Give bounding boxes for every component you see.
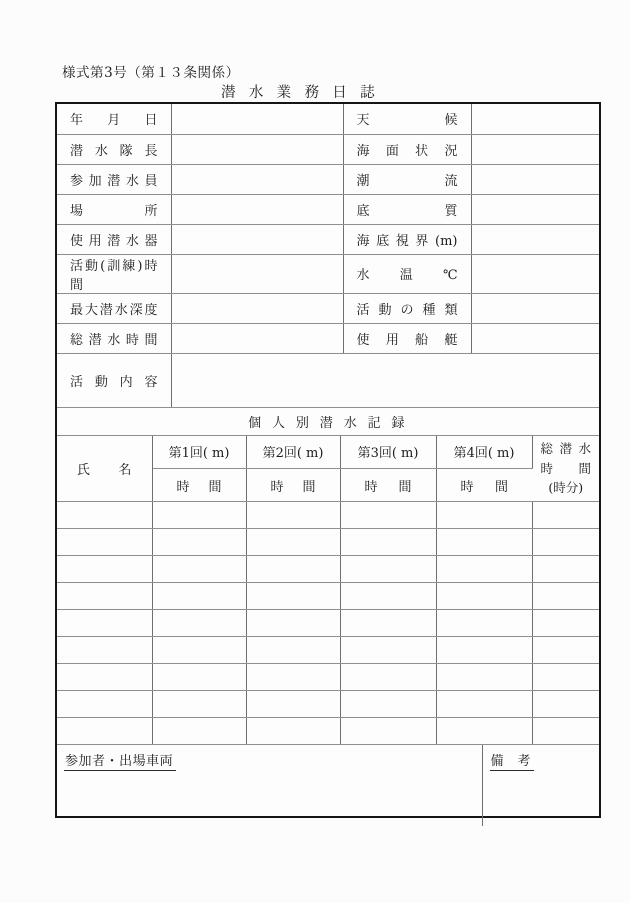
cell-dive2 [246, 637, 340, 664]
cell-dive1 [152, 583, 246, 610]
value-date [171, 104, 343, 134]
cell-dive1 [152, 637, 246, 664]
record-row [57, 691, 599, 718]
cell-dive3 [340, 691, 436, 718]
cell-dive3 [340, 718, 436, 745]
cell-dive1 [152, 691, 246, 718]
cell-dive1 [152, 610, 246, 637]
table-row [57, 323, 599, 353]
header-total-line3: (時分) [548, 479, 584, 495]
cell-name [57, 529, 152, 556]
label-location: 場 所 [57, 194, 171, 224]
label-activity-time: 活動(訓練)時間 [57, 254, 171, 293]
cell-dive3 [340, 529, 436, 556]
cell-name [57, 502, 152, 529]
cell-dive1 [152, 718, 246, 745]
label-dive-leader: 潜 水 隊 長 [57, 134, 171, 164]
dive-record-table [57, 436, 599, 746]
cell-dive2 [246, 583, 340, 610]
cell-total [532, 691, 599, 718]
cell-dive3 [340, 664, 436, 691]
value-activity-time [171, 254, 343, 293]
value-diving-apparatus [171, 224, 343, 254]
cell-dive2 [246, 718, 340, 745]
cell-total [532, 556, 599, 583]
page-title: 潜 水 業 務 日 誌 [221, 85, 379, 101]
table-row [57, 293, 599, 323]
value-tidal-current [471, 164, 599, 194]
label-activity-details: 活 動 内 容 [57, 353, 171, 407]
label-participating-divers: 参 加 潜 水 員 [57, 164, 171, 194]
cell-dive2 [246, 664, 340, 691]
remarks-cell [482, 745, 599, 826]
label-vessel-used: 使 用 船 艇 [343, 323, 471, 353]
header-dive-1: 第1回( m) [152, 436, 246, 469]
cell-dive1 [152, 556, 246, 583]
cell-dive3 [340, 583, 436, 610]
cell-total [532, 502, 599, 529]
header-total-dive-time [532, 436, 599, 502]
label-total-dive-time: 総 潜 水 時 間 [57, 323, 171, 353]
cell-dive4 [436, 556, 532, 583]
cell-total [532, 637, 599, 664]
value-vessel-used [471, 323, 599, 353]
cell-dive3 [340, 502, 436, 529]
cell-dive1 [152, 529, 246, 556]
cell-total [532, 610, 599, 637]
value-dive-leader [171, 134, 343, 164]
form-table [55, 102, 601, 818]
cell-total [532, 664, 599, 691]
cell-total [532, 583, 599, 610]
section-title-individual-dive-record: 個 人 別 潜 水 記 録 [57, 408, 599, 436]
info-table [57, 104, 599, 408]
value-activity-details [171, 353, 599, 407]
table-row [57, 134, 599, 164]
cell-dive4 [436, 691, 532, 718]
table-header-row [57, 436, 599, 469]
form-number: 様式第3号（第１３条関係） [62, 65, 240, 81]
remarks-label: 備 考 [490, 750, 535, 771]
label-bottom-quality: 底 質 [343, 194, 471, 224]
cell-name [57, 691, 152, 718]
label-diving-apparatus: 使 用 潜 水 器 [57, 224, 171, 254]
value-activity-type [471, 293, 599, 323]
cell-dive1 [152, 664, 246, 691]
label-water-temp: 水 温 ℃ [343, 254, 471, 293]
header-time-2: 時 間 [246, 469, 340, 502]
cell-dive2 [246, 556, 340, 583]
table-row [57, 254, 599, 293]
record-row [57, 664, 599, 691]
cell-dive2 [246, 502, 340, 529]
value-location [171, 194, 343, 224]
cell-dive4 [436, 610, 532, 637]
value-seabed-visibility [471, 224, 599, 254]
cell-name [57, 637, 152, 664]
record-row [57, 556, 599, 583]
footer-table [57, 745, 599, 826]
header-total-line2: 時 間 [540, 460, 591, 476]
cell-dive4 [436, 718, 532, 745]
cell-name [57, 610, 152, 637]
label-sea-condition: 海 面 状 況 [343, 134, 471, 164]
label-max-depth: 最大潜水深度 [57, 293, 171, 323]
cell-name [57, 718, 152, 745]
value-weather [471, 104, 599, 134]
cell-total [532, 718, 599, 745]
table-row [57, 104, 599, 134]
value-max-depth [171, 293, 343, 323]
value-total-dive-time [171, 323, 343, 353]
cell-name [57, 664, 152, 691]
cell-name [57, 583, 152, 610]
table-row [57, 353, 599, 407]
cell-dive3 [340, 637, 436, 664]
header-name: 氏 名 [57, 436, 152, 502]
table-row [57, 224, 599, 254]
cell-dive4 [436, 529, 532, 556]
header-dive-2: 第2回( m) [246, 436, 340, 469]
cell-dive2 [246, 529, 340, 556]
cell-name [57, 556, 152, 583]
header-time-1: 時 間 [152, 469, 246, 502]
record-row [57, 583, 599, 610]
header-time-4: 時 間 [436, 469, 532, 502]
cell-dive2 [246, 691, 340, 718]
cell-dive4 [436, 664, 532, 691]
label-weather: 天 候 [343, 104, 471, 134]
label-seabed-visibility: 海底視界(m) [343, 224, 471, 254]
label-tidal-current: 潮 流 [343, 164, 471, 194]
table-row [57, 164, 599, 194]
cell-dive3 [340, 556, 436, 583]
label-date: 年 月 日 [57, 104, 171, 134]
cell-dive3 [340, 610, 436, 637]
value-sea-condition [471, 134, 599, 164]
cell-dive4 [436, 637, 532, 664]
label-activity-type: 活 動 の 種 類 [343, 293, 471, 323]
cell-dive4 [436, 583, 532, 610]
header-dive-4: 第4回( m) [436, 436, 532, 469]
record-row [57, 529, 599, 556]
record-row [57, 502, 599, 529]
cell-dive4 [436, 502, 532, 529]
cell-dive1 [152, 502, 246, 529]
record-row [57, 610, 599, 637]
header-total-line1: 総潜水 [540, 441, 591, 457]
cell-total [532, 529, 599, 556]
record-row [57, 637, 599, 664]
value-water-temp [471, 254, 599, 293]
value-bottom-quality [471, 194, 599, 224]
table-row [57, 745, 599, 826]
value-participating-divers [171, 164, 343, 194]
cell-dive2 [246, 610, 340, 637]
record-row [57, 718, 599, 745]
table-row [57, 194, 599, 224]
header-dive-3: 第3回( m) [340, 436, 436, 469]
participants-vehicles-cell [57, 745, 482, 826]
participants-vehicles-label: 参加者・出場車両 [64, 750, 176, 771]
header-time-3: 時 間 [340, 469, 436, 502]
